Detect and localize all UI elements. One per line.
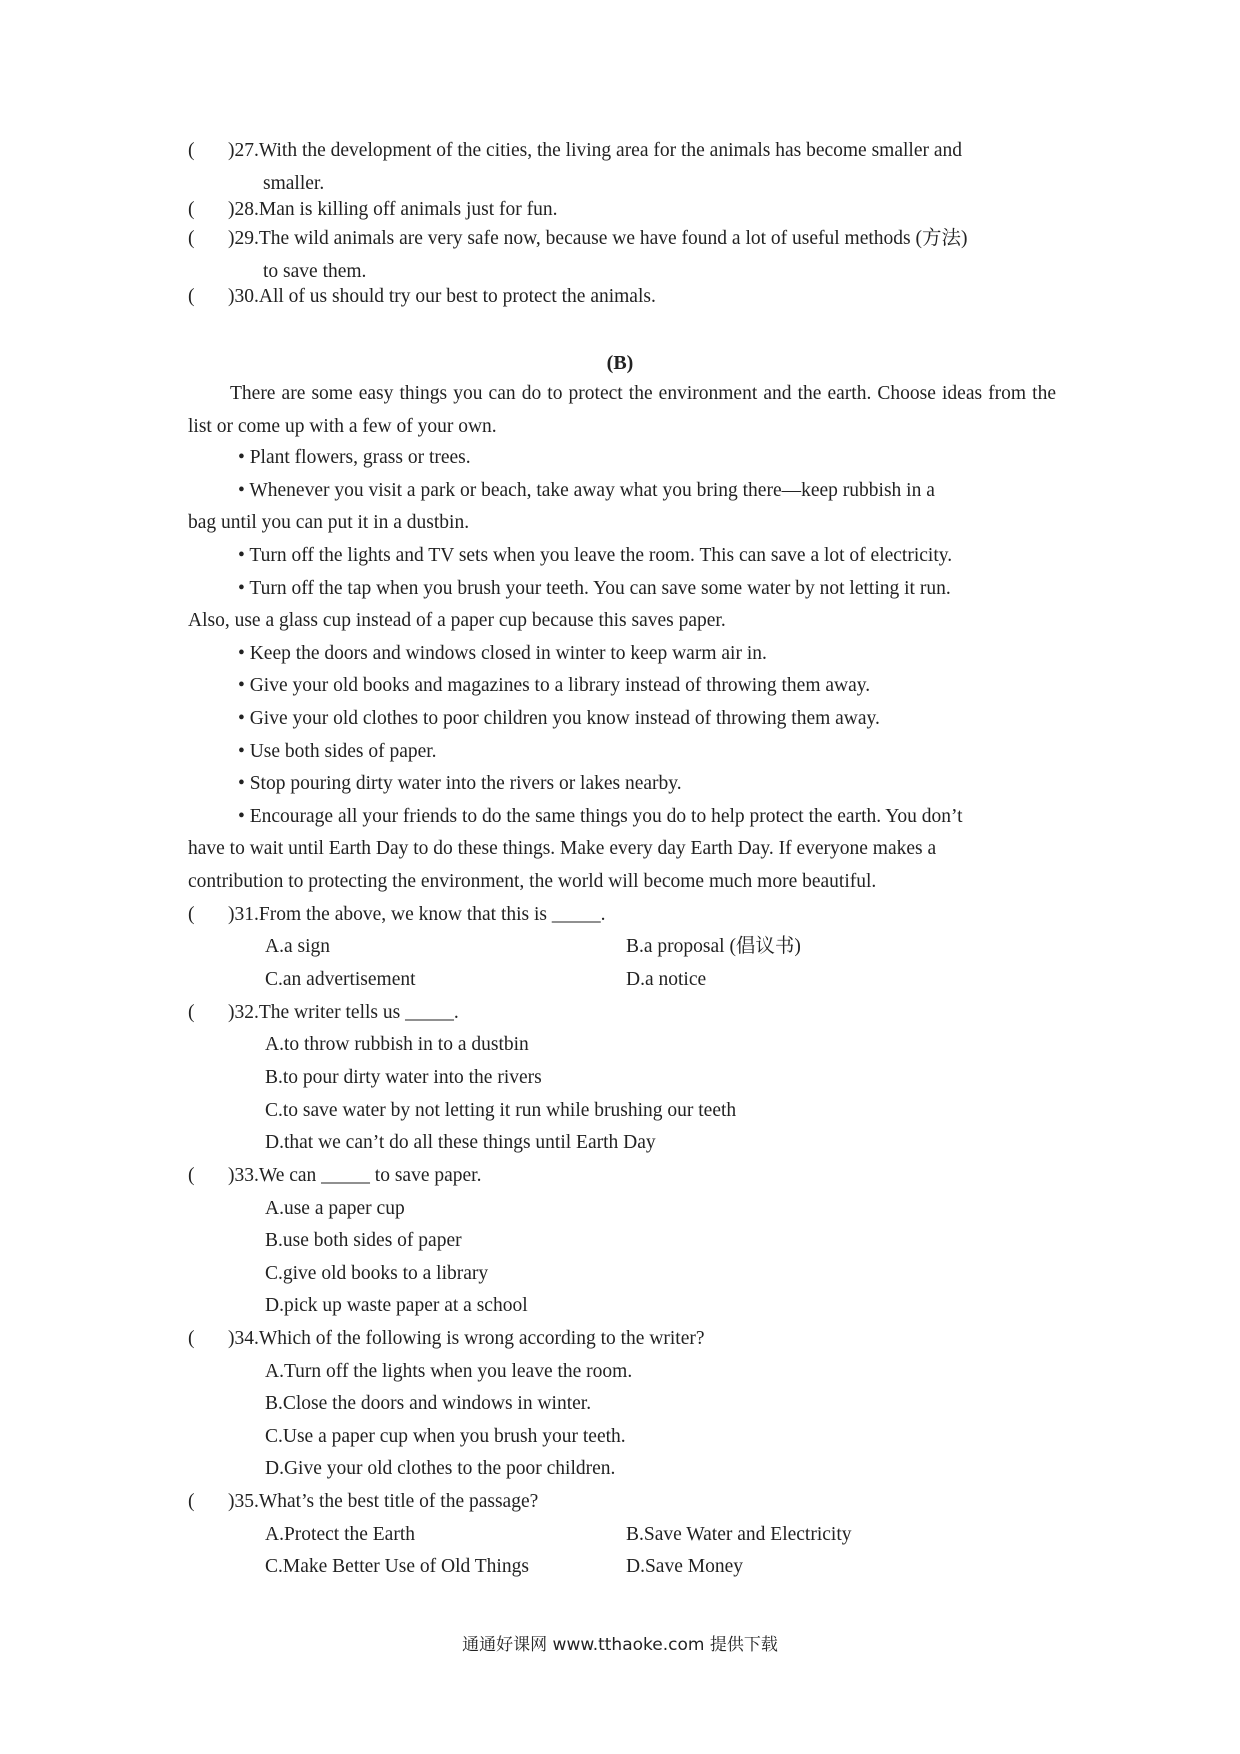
option-a: A.to throw rubbish in to a dustbin: [265, 1034, 529, 1055]
answer-paren: (: [188, 228, 195, 249]
answer-paren: (: [188, 140, 195, 161]
option-b: B.a proposal (倡议书): [626, 936, 801, 957]
question-stem: )28.Man is killing off animals just for fun.: [228, 199, 558, 220]
question-32: [188, 996, 1068, 1029]
answer-paren: (: [188, 1002, 195, 1023]
option-c: C.Make Better Use of Old Things: [265, 1556, 529, 1577]
option-b: B.Save Water and Electricity: [626, 1524, 852, 1545]
bullet-item: • Turn off the tap when you brush your teeth. You can save some water by not letting it run.: [238, 578, 951, 599]
option-a: A.use a paper cup: [265, 1198, 405, 1219]
option-c: C.to save water by not letting it run while brushing our teeth: [265, 1100, 737, 1121]
option-d: D.a notice: [626, 969, 707, 990]
bullet-item: • Plant flowers, grass or trees.: [238, 447, 471, 468]
question-stem: )34.Which of the following is wrong according to the writer?: [228, 1328, 705, 1349]
question-35: [188, 1485, 1068, 1518]
bullet-item: • Turn off the lights and TV sets when you leave the room. This can save a lot of electricity.: [238, 545, 953, 566]
option-d: D.pick up waste paper at a school: [265, 1295, 528, 1316]
question-continuation: smaller.: [263, 173, 325, 194]
option-d: D.Give your old clothes to the poor children.: [265, 1458, 616, 1479]
question-stem: )33.We can _____ to save paper.: [228, 1165, 482, 1186]
option-c: C.give old books to a library: [265, 1263, 489, 1284]
bullet-item: • Stop pouring dirty water into the rivers or lakes nearby.: [238, 773, 682, 794]
question-31: [188, 898, 1068, 931]
option-b: B.to pour dirty water into the rivers: [265, 1067, 542, 1088]
bullet-continuation: contribution to protecting the environment, the world will become much more beautiful.: [188, 871, 877, 892]
answer-paren: (: [188, 199, 195, 220]
question-30: [188, 280, 1068, 313]
question-stem: )30.All of us should try our best to protect the animals.: [228, 286, 656, 307]
question-33: [188, 1159, 1068, 1192]
option-a: A.a sign: [265, 936, 330, 957]
bullet-continuation: have to wait until Earth Day to do these things. Make every day Earth Day. If everyone makes a: [188, 838, 937, 859]
answer-paren: (: [188, 1328, 195, 1349]
question-stem: )35.What’s the best title of the passage?: [228, 1491, 539, 1512]
question-continuation: to save them.: [263, 261, 367, 282]
bullet-continuation: bag until you can put it in a dustbin.: [188, 512, 470, 533]
option-b: B.use both sides of paper: [265, 1230, 462, 1251]
bullet-item: • Use both sides of paper.: [238, 741, 437, 762]
answer-paren: (: [188, 1491, 195, 1512]
bullet-continuation: Also, use a glass cup instead of a paper cup because this saves paper.: [188, 610, 726, 631]
bullet-item: • Whenever you visit a park or beach, take away what you bring there—keep rubbish in a: [238, 480, 935, 501]
question-27: [188, 134, 1068, 200]
intro-text: There are some easy things you can do to protect the environment and the earth. Choose ideas from the list or come up with a few of your own.: [188, 383, 1056, 437]
answer-paren: (: [188, 1165, 195, 1186]
bullet-item: • Give your old books and magazines to a library instead of throwing them away.: [238, 675, 871, 696]
option-a: A.Protect the Earth: [265, 1524, 415, 1545]
option-b: B.Close the doors and windows in winter.: [265, 1393, 592, 1414]
question-stem: )31.From the above, we know that this is _____.: [228, 904, 606, 925]
option-c: C.an advertisement: [265, 969, 416, 990]
option-a: A.Turn off the lights when you leave the room.: [265, 1361, 633, 1382]
option-c: C.Use a paper cup when you brush your teeth.: [265, 1426, 626, 1447]
question-stem: )32.The writer tells us _____.: [228, 1002, 459, 1023]
answer-paren: (: [188, 286, 195, 307]
question-stem: )29.The wild animals are very safe now, because we have found a lot of useful methods (方法): [228, 228, 968, 249]
intro-paragraph: [188, 378, 1056, 443]
option-d: D.Save Money: [626, 1556, 743, 1577]
section-title: (B): [606, 352, 634, 374]
option-d: D.that we can’t do all these things until Earth Day: [265, 1132, 656, 1153]
question-34: [188, 1322, 1068, 1355]
question-stem: )27.With the development of the cities, the living area for the animals has become smaller and: [228, 140, 963, 161]
answer-paren: (: [188, 904, 195, 925]
bullet-item: • Keep the doors and windows closed in winter to keep warm air in.: [238, 643, 767, 664]
question-29: [188, 222, 1068, 288]
page-footer: 通通好课网 www.tthaoke.com 提供下载: [462, 1635, 778, 1655]
bullet-item: • Encourage all your friends to do the same things you do to help protect the earth. You don’t: [238, 806, 963, 827]
bullet-item: • Give your old clothes to poor children you know instead of throwing them away.: [238, 708, 880, 729]
